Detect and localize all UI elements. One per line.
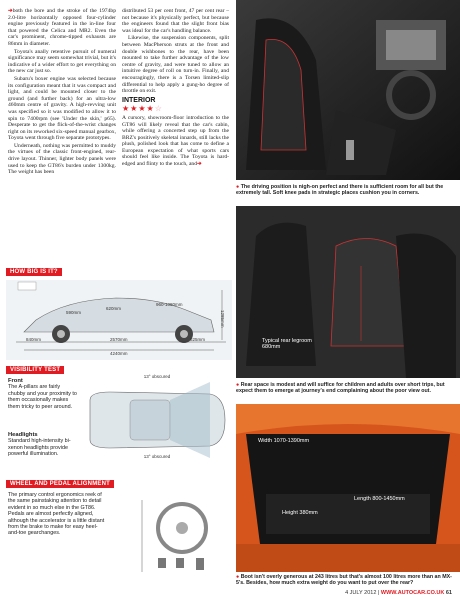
article-para: Subaru's boxer engine was selected because its configuration meant that it was compact and light, and could be mounted closer to the ground (and further back) for an ultra-low 460mm centre of gravity. A high-revving unit was specified so it was modified to allow it to spin to 7400rpm (see 'Under the skin,' p65). Desperate to get the flick-of-the-wrist changes right on its reworked six-speed manual gearbox, Toyota went through five separate prototypes. (8, 75, 116, 142)
article-para: A cursory, showroom-floor introduction to the GT86 will likely reveal that the car's cabin, while offering a concerted step up from the BRZ's positively skeletal innards, still lacks the plush, polished look that has come to define a European expectation of what sports cars should feel like inside. The Toyota is hard-edged and flinty to the touch, and➔ (122, 114, 229, 168)
bullet-icon: ● (236, 184, 240, 190)
article-column-1 (8, 8, 116, 177)
article-para: Likewise, the suspension components, split between MacPherson struts at the front and double wishbones to the rear, have been mounted to take further advantage of the low centre of gravity, and were tuned to allow an intuitive degree of roll on turn-in. Finally, and encouragingly, there is a Torsen limited-slip differential to help apply a gung-ho degree of throttle on exit. (122, 35, 229, 95)
car-side-diagram (6, 280, 232, 360)
dim-legroom-rear: 620mm (106, 306, 122, 311)
star-rating: ★★★★☆ (122, 104, 163, 114)
wheel-pedal-diagram (112, 492, 230, 576)
front-title: Front (8, 378, 23, 384)
length-label: Length 800-1450mm (354, 496, 405, 502)
rear-seat-image (236, 206, 460, 378)
pedal-label: WHEEL AND PEDAL ALIGNMENT (6, 480, 114, 488)
how-big-label: HOW BIG IS IT? (6, 268, 62, 276)
visibility-label: VISIBILITY TEST (6, 366, 64, 374)
page-footer: 4 JULY 2012 | WWW.AUTOCAR.CO.UK 61 (345, 590, 452, 596)
dashboard-caption: ● The driving position is nigh-on perfect and there is sufficient room for all but the extremely tall. Soft knee pads in strategic places cushion you in corners. (236, 184, 444, 197)
page-number: 61 (445, 590, 452, 596)
bullet-icon: ● (236, 574, 240, 580)
footer-site: WWW.AUTOCAR.CO.UK (380, 590, 445, 596)
boot-caption: ● Boot isn't overly generous at 243 litres but that's almost 100 litres more than an MX-5's. Besides, how much extra weight do you want to put over the rear? (236, 574, 452, 587)
dim-front-overhang: 840mm (26, 337, 42, 342)
visibility-headlights: Headlights Standard high-intensity bi-xenon headlights provide powerful illumination. (8, 432, 78, 458)
arrow-right-icon: ➔ (197, 161, 202, 168)
dim-height: 1285mm (220, 310, 225, 328)
obscured-bottom: 13° obscured (143, 454, 171, 459)
pedal-text: The primary control ergonomics reek of the same painstaking attention to detail evident in so much else in the GT86. Pedals are almost perfectly aligned, although the accelerator is a little distant from the brake to make for easy heel-and-toe gearchanges. (8, 492, 105, 537)
obscured-top: 13° obscured (143, 374, 171, 379)
width-label: Width 1070-1390mm (258, 438, 310, 444)
dashboard-photo (236, 0, 460, 180)
legroom-label: Typical rear legroom 680mm (262, 338, 312, 351)
rear-seat-caption: ● Rear space is modest and will suffice for children and adults over short trips, but expect them to emerge at journey's end complaining about the poor view out. (236, 382, 445, 395)
visibility-front: Front The A-pillars are fairly chubby and your proximity to them occasionally makes them tricky to peer around. (8, 378, 77, 410)
bullet-icon: ● (236, 382, 240, 388)
article-para: distributed 53 per cent front, 47 per cent rear – not because it's physically perfect, but because the engineers found that the slight front bias was ideal for the car's handling balance. (122, 8, 229, 34)
article-para: ➔both the bore and the stroke of the 1974bp 2.0-litre horizontally opposed four-cylinder engine previously featured in the in-line four that powered the Celica and MR2. Even the car's prominent, chrome-tipped exhausts are 86mm in diameter. (8, 8, 116, 47)
article-para: Underneath, nothing was permitted to muddy the virtues of the classic front-engined, rear-drive layout. Thinner, lighter body panels were used to keep the GT86's burden under 1300kg. The weight has been (8, 142, 116, 176)
visibility-diagram (80, 372, 232, 468)
article-para: Toyota's anally retentive pursuit of numeral significance may seem somewhat trivial, but it's indicative of a wider effort to get everything on the new car just so. (8, 48, 116, 75)
dim-wheelbase: 2570mm (110, 337, 128, 342)
height-label: Height 380mm (282, 510, 318, 516)
interior-heading: INTERIOR (122, 96, 156, 104)
dim-length: 4240mm (110, 351, 128, 356)
boot-photo (236, 404, 460, 572)
headlights-title: Headlights (8, 432, 38, 438)
dim-legroom-front: 960-1080mm (156, 302, 183, 307)
dim-boot: 590mm (66, 310, 82, 315)
footer-date: 4 JULY 2012 (345, 590, 377, 596)
article-column-2 (122, 8, 229, 169)
pedal-diagram (112, 492, 230, 576)
how-big-diagram (6, 280, 232, 360)
dashboard-image (236, 0, 460, 180)
boot-image (236, 404, 460, 572)
dim-rear-overhang: 825mm (190, 337, 206, 342)
arrow-right-icon: ➔ (8, 8, 13, 14)
rear-seat-photo (236, 206, 460, 378)
